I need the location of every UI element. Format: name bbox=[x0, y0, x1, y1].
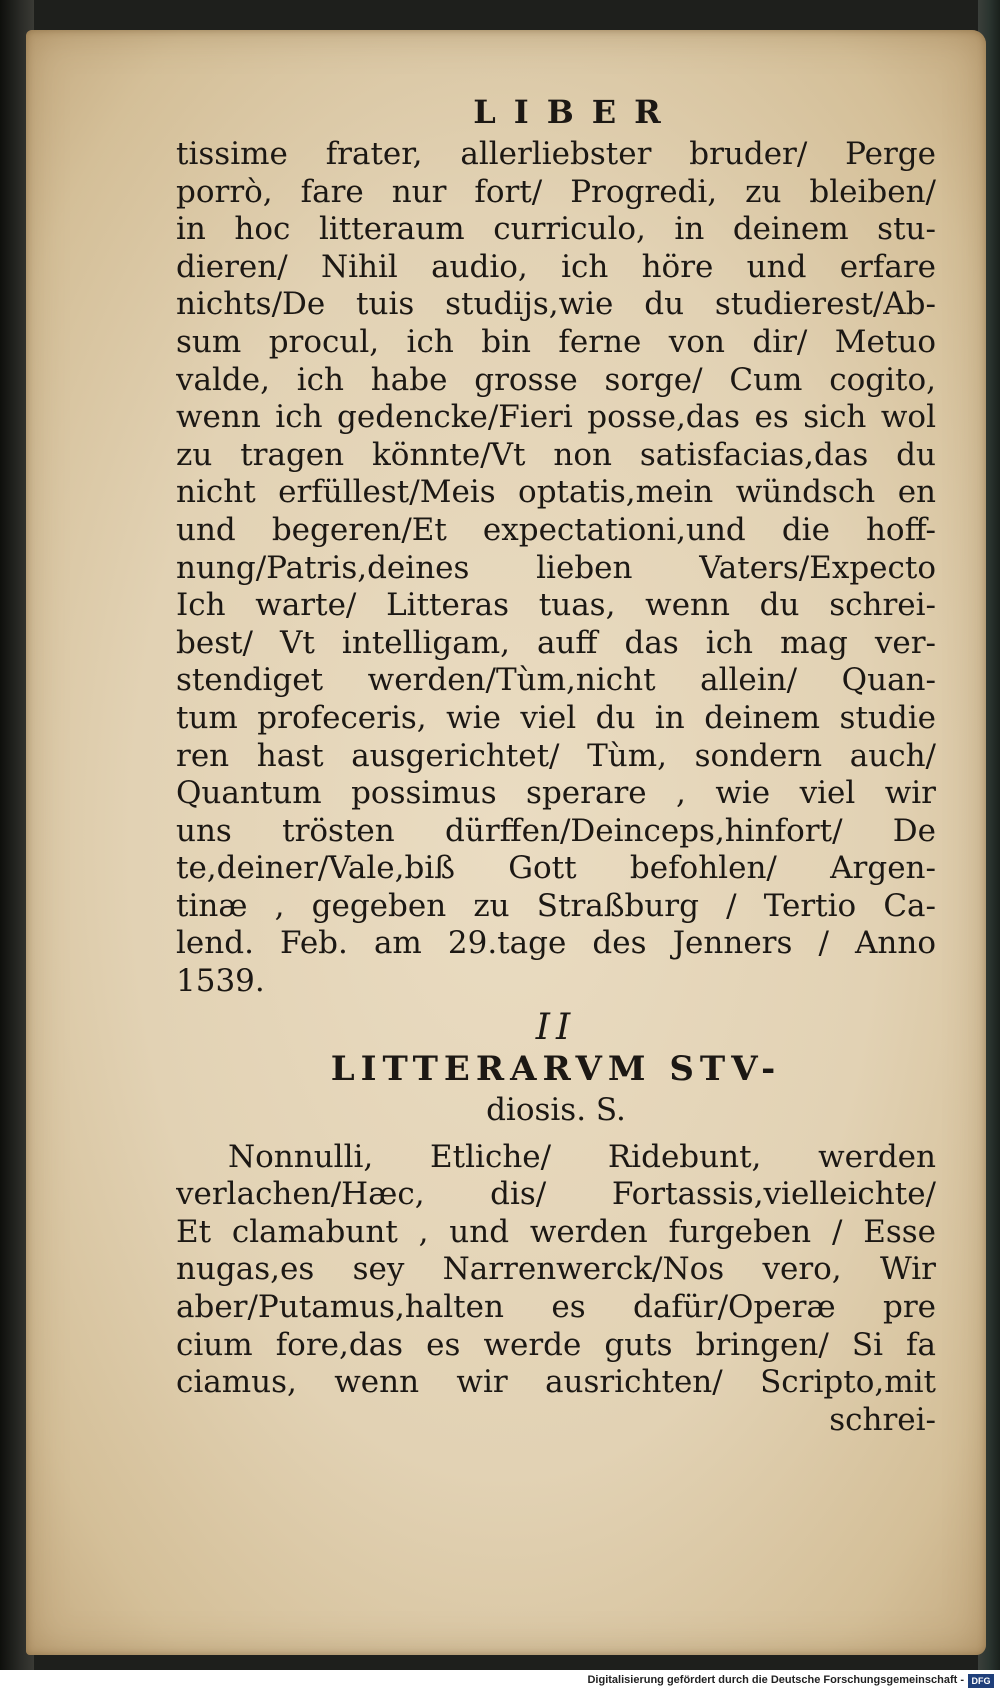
text-line: und begeren/Et expectationi,und die hoff- bbox=[176, 511, 936, 548]
text-line: verlachen/Hæc, dis/ Fortassis,vielleichte/ bbox=[176, 1176, 936, 1213]
text-line: sum procul, ich bin ferne von dir/ Metuo bbox=[176, 323, 936, 360]
running-head: LIBER bbox=[473, 93, 679, 131]
text-line: dieren/ Nihil audio, ich höre und erfare bbox=[176, 248, 936, 285]
catchword: schrei- bbox=[829, 1401, 936, 1438]
text-line: Quantum possimus sperare , wie viel wir bbox=[176, 775, 936, 812]
page-text-block bbox=[176, 90, 936, 1439]
section-subtitle: diosis. S. bbox=[486, 1091, 626, 1128]
text-line: zu tragen könnte/Vt non satisfacias,das du bbox=[176, 436, 936, 473]
text-line: Ich warte/ Litteras tuas, wenn du schrei- bbox=[176, 587, 936, 624]
text-line: stendiget werden/Tùm,nicht allein/ Quan- bbox=[176, 662, 936, 699]
body-text bbox=[176, 136, 936, 1001]
text-line: tissime frater, allerliebster bruder/ Perge bbox=[176, 136, 936, 172]
text-line: uns trösten dürffen/Deinceps,hinfort/ De bbox=[176, 812, 936, 849]
text-line: aber/Putamus,halten es dafür/Operæ pre bbox=[176, 1289, 936, 1326]
footer-credit-text: Digitalisierung gefördert durch die Deutsche Forschungsgemeinschaft - bbox=[587, 1674, 964, 1686]
text-line: lend. Feb. am 29.tage des Jenners / Anno bbox=[176, 925, 936, 962]
dfg-logo: DFG bbox=[968, 1674, 994, 1688]
text-line: 1539. bbox=[176, 963, 265, 1000]
text-line: wenn ich gedencke/Fieri posse,das es sich wol bbox=[176, 399, 936, 436]
text-line: nichts/De tuis studijs,wie du studierest/Ab- bbox=[176, 286, 936, 323]
text-line: best/ Vt intelligam, auff das ich mag ver- bbox=[176, 624, 936, 661]
book-page bbox=[26, 30, 986, 1655]
text-line: valde, ich habe grosse sorge/ Cum cogito, bbox=[176, 361, 936, 398]
text-line: cium fore,das es werde guts bringen/ Si fa bbox=[176, 1326, 936, 1363]
footer-credit-bar bbox=[0, 1670, 1000, 1695]
text-line: porrò, fare nur fort/ Progredi, zu bleiben/ bbox=[176, 173, 936, 210]
text-line: te,deiner/Vale,biß Gott befohlen/ Argen- bbox=[176, 850, 936, 887]
section-text bbox=[176, 1139, 936, 1440]
text-line: tum profeceris, wie viel du in deinem studie bbox=[176, 699, 936, 736]
text-line: tinæ , gegeben zu Straßburg / Tertio Ca- bbox=[176, 887, 936, 924]
text-line: nicht erfüllest/Meis optatis,mein wündsch en bbox=[176, 474, 936, 511]
section-title: LITTERARVM STV- bbox=[330, 1048, 782, 1089]
text-line: in hoc litteraum curriculo, in deinem stu- bbox=[176, 211, 936, 248]
text-line: ren hast ausgerichtet/ Tùm, sondern auch/ bbox=[176, 737, 936, 774]
text-line: nung/Patris,deines lieben Vaters/Expecto bbox=[176, 549, 936, 586]
text-line: Nonnulli, Etliche/ Ridebunt, werden bbox=[228, 1138, 936, 1175]
section-number: II bbox=[535, 1006, 577, 1048]
text-line: ciamus, wenn wir ausrichten/ Scripto,mit bbox=[176, 1364, 936, 1401]
text-line: Et clamabunt , und werden furgeben / Esse bbox=[176, 1213, 936, 1250]
text-line: nugas,es sey Narrenwerck/Nos vero, Wir bbox=[176, 1251, 936, 1288]
